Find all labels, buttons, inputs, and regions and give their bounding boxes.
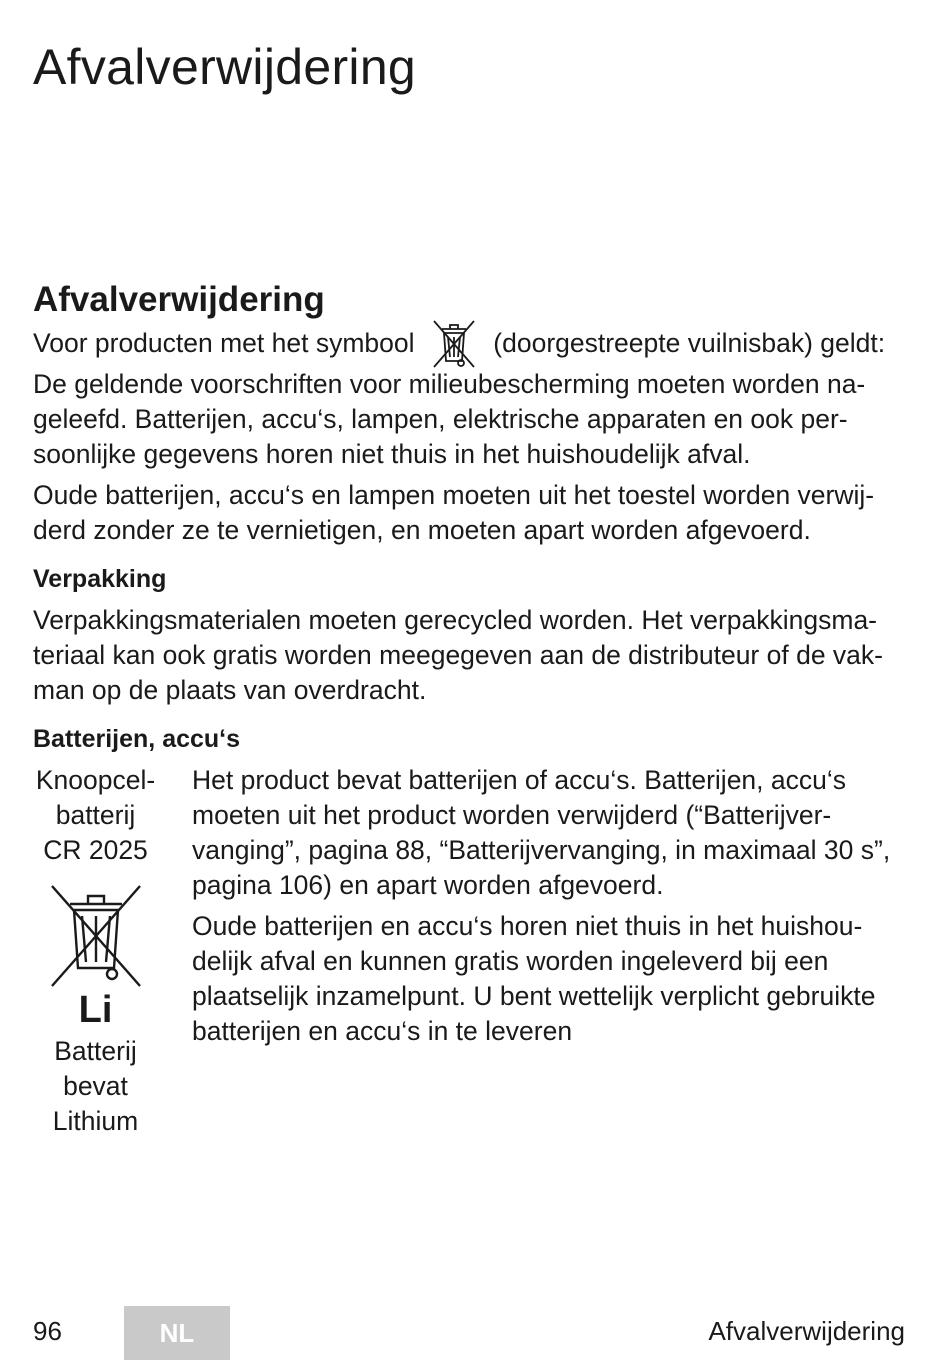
language-badge: NL bbox=[124, 1306, 230, 1360]
packaging-paragraph: Verpakkingsmaterialen moeten gerecycled worden. Het verpakkingsma-teriaal kan ook gratis worden meegegeven aan de distributeur of de vak-man op de plaats van overdracht. bbox=[33, 605, 883, 705]
crossed-bin-battery-icon bbox=[44, 882, 148, 990]
intro-before-icon: Voor producten met het symbool bbox=[33, 328, 415, 358]
section-paragraph-2: Oude batterijen, accu‘s en lampen moeten uit het toestel worden verwij-derd zonder ze te vernietigen, en moeten apart worden afgevoerd. bbox=[33, 480, 875, 545]
lithium-caption-line3: Lithium bbox=[52, 1106, 139, 1136]
battery-paragraph-1: Het product bevat batterijen of accu‘s. Batterijen, accu‘s moeten uit het product worden verwijderd (“Batterijver-vanging”, pagina 88, “Batterijvervanging, in maximaal 30 s”, pagina 106) en apart worden afgevoerd. bbox=[192, 765, 891, 900]
battery-block bbox=[33, 763, 913, 1139]
crossed-bin-icon bbox=[428, 315, 480, 371]
footer-title: Afvalverwijdering bbox=[708, 1316, 905, 1346]
battery-type-line2: batterij bbox=[55, 800, 136, 830]
page-number: 96 bbox=[33, 1316, 62, 1346]
page-footer bbox=[0, 1306, 950, 1360]
page-title: Afvalverwijdering bbox=[33, 39, 417, 95]
section-paragraph-1: De geldende voorschriften voor milieubescherming moeten worden na-geleefd. Batterijen, accu‘s, lampen, elektrische apparaten en ook per-soonlijke gegevens horen niet thuis in het huishoudelijk afval. bbox=[33, 369, 866, 469]
intro-after-icon: (doorgestreepte vuilnisbak) geldt: bbox=[493, 328, 886, 358]
intro-paragraph bbox=[33, 326, 913, 361]
battery-sidebar bbox=[33, 763, 158, 1139]
battery-type-line3: CR 2025 bbox=[43, 835, 148, 865]
content-area bbox=[33, 278, 913, 1139]
batteries-heading: Batterijen, accu‘s bbox=[33, 725, 241, 753]
lithium-symbol: Li bbox=[78, 989, 113, 1031]
battery-text bbox=[192, 763, 913, 1139]
battery-paragraph-2: Oude batterijen en accu‘s horen niet thuis in het huishou-delijk afval en kunnen gratis worden ingeleverd bij een plaatselijk inzamelpunt. U bent wettelijk verplicht gebruikte batterijen en accu‘s in te leveren bbox=[192, 911, 876, 1046]
section-title: Afvalverwijdering bbox=[33, 280, 325, 319]
packaging-heading: Verpakking bbox=[33, 565, 167, 593]
battery-type-line1: Knoopcel- bbox=[35, 765, 156, 795]
lithium-caption-line2: bevat bbox=[63, 1071, 128, 1101]
lithium-caption-line1: Batterij bbox=[54, 1036, 137, 1066]
